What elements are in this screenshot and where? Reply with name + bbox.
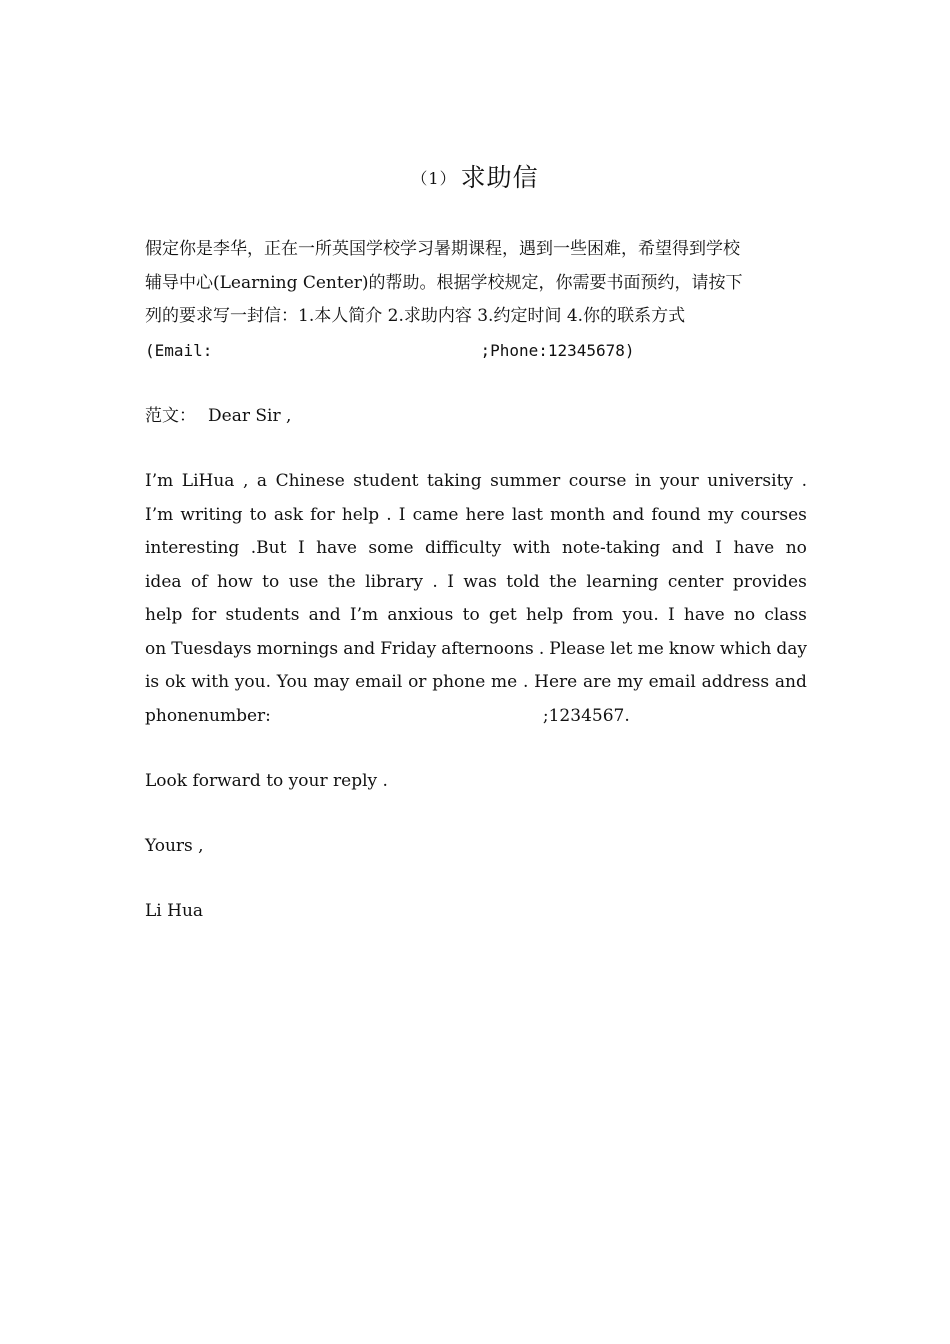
sample-label: 范文： — [145, 406, 196, 426]
body-line: interesting .But I have some difficulty with note-taking and I have no — [145, 538, 807, 558]
prompt-email-label: (Email: — [145, 340, 213, 360]
letter-body — [145, 465, 807, 733]
prompt-line: 列的要求写一封信：1.本人简介 2.求助内容 3.约定时间 4.你的联系方式 — [145, 306, 686, 326]
prompt-line: 假定你是李华，正在一所英国学校学习暑期课程，遇到一些困难，希望得到学校 — [145, 239, 740, 259]
prompt-phone: ;Phone:12345678) — [480, 340, 635, 360]
title-number: （1） — [411, 169, 457, 188]
body-line: I’m writing to ask for help . I came here last month and found my courses — [145, 504, 807, 525]
body-line: help for students and I’m anxious to get help from you. I have no class — [145, 605, 807, 625]
contact-phone: ;1234567. — [542, 705, 630, 726]
body-line: I’m LiHua , a Chinese student taking summer course in your university . — [145, 471, 807, 491]
contact-label: phonenumber: — [145, 705, 271, 726]
body-line: on Tuesdays mornings and Friday afternoons . Please let me know which day — [145, 638, 807, 659]
task-prompt — [145, 233, 807, 367]
letter-greeting: Dear Sir , — [208, 406, 292, 426]
prompt-line: 辅导中心(Learning Center)的帮助。根据学校规定，你需要书面预约，请按下 — [145, 272, 743, 293]
title-text: 求助信 — [460, 163, 539, 192]
body-line: idea of how to use the library . I was told the learning center provides — [145, 571, 807, 592]
body-contact-line — [145, 700, 807, 734]
letter-signature: Li Hua — [145, 901, 204, 921]
letter-greeting-line — [145, 400, 807, 434]
prompt-contact-line — [145, 334, 807, 368]
letter-closing: Look forward to your reply . — [145, 771, 388, 791]
body-line: is ok with you. You may email or phone me . Here are my email address and — [145, 672, 807, 692]
letter-valediction: Yours , — [145, 836, 204, 856]
document-title — [0, 160, 950, 197]
